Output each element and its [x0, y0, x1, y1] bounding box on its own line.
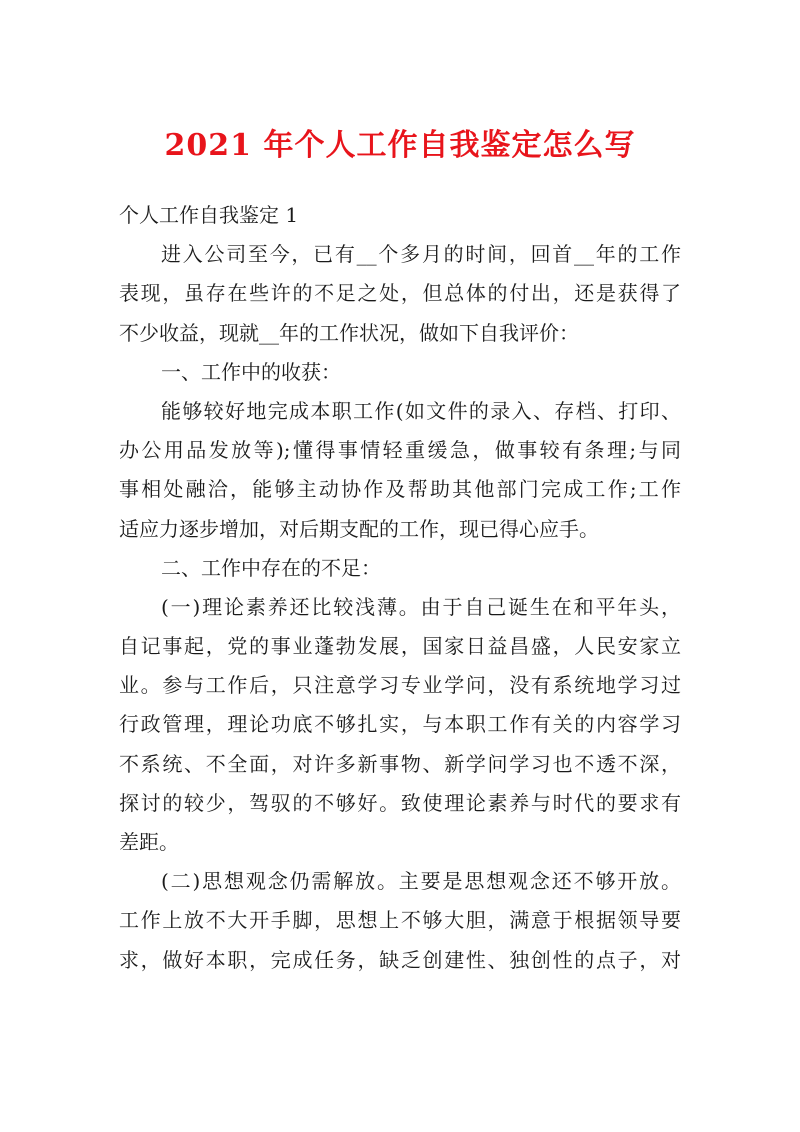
text-line: 差距。 — [119, 830, 179, 854]
text-line: 工作上放不大开手脚，思想上不够大胆，满意于根据领导要 — [119, 908, 681, 933]
text-line: 行政管理，理论功底不够扎实，与本职工作有关的内容学习 — [119, 712, 681, 737]
text-line: 进入公司至今，已有__个多月的时间，回首__年的工作 — [161, 242, 681, 267]
text-line: (一)理论素养还比较浅薄。由于自己诞生在和平年头， — [161, 594, 681, 619]
text-line: 表现，虽存在些许的不足之处，但总体的付出，还是获得了 — [119, 281, 681, 306]
text-line: (二)思想观念仍需解放。主要是思想观念还不够开放。 — [161, 869, 681, 894]
text-line: 不少收益，现就__年的工作状况，做如下自我评价： — [119, 320, 579, 345]
text-line: 业。参与工作后，只注意学习专业学问，没有系统地学习过 — [119, 673, 681, 698]
text-line: 能够较好地完成本职工作(如文件的录入、存档、打印、 — [161, 398, 681, 423]
text-line: 一、工作中的收获： — [161, 359, 341, 384]
text-line: 探讨的较少，驾驭的不够好。致使理论素养与时代的要求有 — [119, 790, 681, 815]
document-body — [119, 196, 681, 980]
text-line: 求，做好本职，完成任务，缺乏创建性、独创性的点子，对 — [119, 947, 681, 972]
text-line: 个人工作自我鉴定 1 — [119, 203, 299, 227]
document-title: 2021 年个人工作自我鉴定怎么写 — [164, 128, 636, 163]
text-line: 事相处融洽，能够主动协作及帮助其他部门完成工作;工作 — [119, 477, 681, 502]
text-line: 不系统、不全面，对许多新事物、新学问学习也不透不深， — [119, 751, 681, 776]
text-line: 自记事起，党的事业蓬勃发展，国家日益昌盛，人民安家立 — [119, 634, 681, 659]
text-line: 办公用品发放等);懂得事情轻重缓急，做事较有条理;与同 — [119, 438, 681, 463]
text-line: 适应力逐步增加，对后期支配的工作，现已得心应手。 — [119, 516, 599, 541]
text-line: 二、工作中存在的不足： — [161, 555, 381, 580]
